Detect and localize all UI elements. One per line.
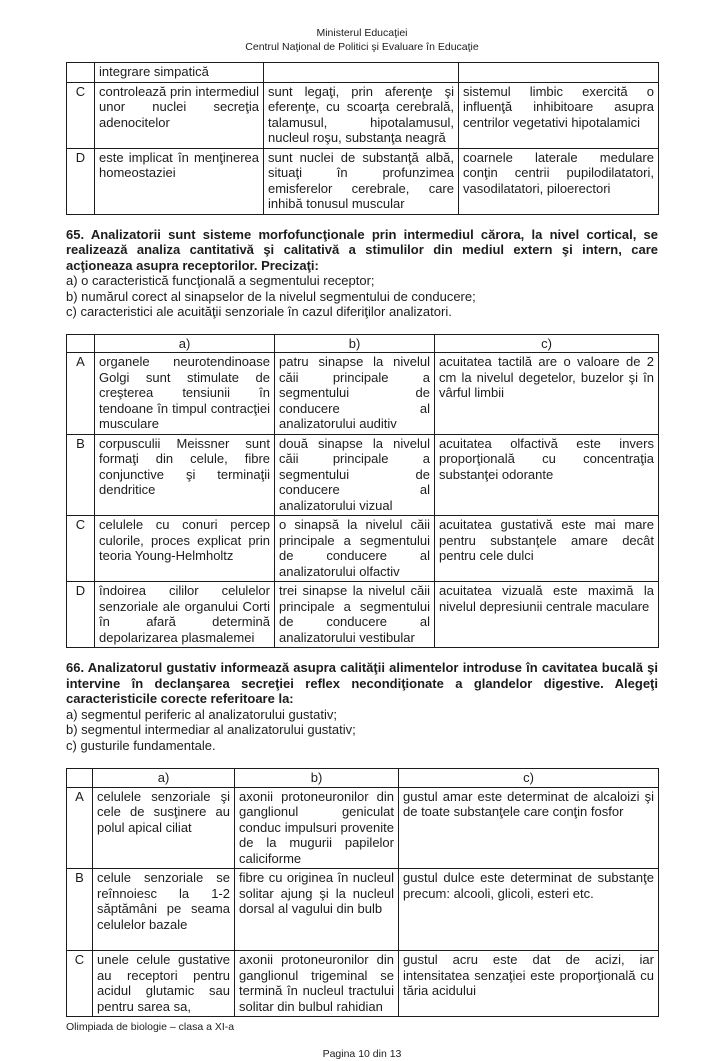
table-row [67,82,659,148]
table-row [67,148,659,214]
row-letter: D [67,582,95,648]
table-row [67,434,659,516]
question-66-item-b: b) segmentul intermediar al analizatorului gustativ; [66,722,356,737]
row-letter: C [67,516,95,582]
table-row [67,869,659,951]
cell-c: acuitatea vizuală este maximă la nivelul depresiunii centrale maculare [435,582,659,648]
question-65-items [66,273,658,320]
cell-a: celulele senzoriale şi cele de susţinere au polul apical ciliat [93,787,235,869]
cell-a: organele neurotendinoase Golgi sunt stimulate de creşterea tensiunii în tendoane în timpul contracţiei musculare [95,353,275,435]
question-66-items [66,707,658,754]
cell-c: acuitatea gustativă este mai mare pentru substanţele amare decât pentru cele dulci [435,516,659,582]
column-header-a: a) [95,334,275,353]
cell-c: gustul dulce este determinat de substanţe precum: alcooli, glicoli, esteri etc. [399,869,659,951]
cell-b: fibre cu originea în nucleul solitar ajung şi la nucleul dorsal al vagului din bulb [235,869,399,951]
cell-a: îndoirea cililor celulelor senzoriale ale organului Corti în afară determină depolarizarea plasmalemei [95,582,275,648]
row-letter: B [67,869,93,951]
question-66-item-c: c) gusturile fundamentale. [66,737,216,753]
cell-c: acuitatea olfactivă este invers proporţională cu concentraţia substanţei odorante [435,434,659,516]
footer-competition-label: Olimpiada de biologie – clasa a XI-a [66,1021,235,1033]
continuation-table [66,62,659,215]
corner-cell [67,769,93,788]
cell-a: este implicat în menţinerea homeostaziei [95,148,264,214]
column-header-b: b) [235,769,399,788]
cell-c [459,63,659,83]
cell-c: sistemul limbic exercită o influenţă inhibitoare asupra centrilor vegetativi hipotalamici [459,82,659,148]
cell-b: axonii protoneuronilor din ganglionul geniculat conduc impulsuri provenite de la mugurii papilelor caliciforme [235,787,399,869]
question-65-item-c: c) caracteristici ale acuităţii senzoriale în cazul diferiţilor analizatori. [66,304,452,319]
cell-b: sunt nuclei de substanţă albă, situaţi în profunzimea emisferelor cerebrale, care inhibă tonusul muscular [264,148,459,214]
cell-b: axonii protoneuronilor din ganglionul trigeminal se termină în nucleul tractului solitar din bulbul rahidian [235,951,399,1017]
table-row [67,353,659,435]
column-header-b: b) [275,334,435,353]
row-letter: A [67,787,93,869]
question-66-table [66,768,659,1017]
row-letter: A [67,353,95,435]
cell-b [264,63,459,83]
question-66-item-a: a) segmentul periferic al analizatorului gustativ; [66,706,337,722]
cell-a: integrare simpatică [95,63,264,83]
column-header-c: c) [399,769,659,788]
row-letter: C [67,951,93,1017]
cell-c: gustul amar este determinat de alcaloizi şi de toate substanţele care conţin fosfor [399,787,659,869]
cell-b: trei sinapse la nivelul căii principale a segmentului de conducere al analizatorului vestibular [275,582,435,648]
cell-a: unele celule gustative au receptori pentru acidul glutamic sau pentru sarea sa, [93,951,235,1017]
table-row [67,787,659,869]
question-65-item-b: b) numărul corect al sinapselor de la nivelul segmentului de conducere; [66,288,476,304]
column-header-c: c) [435,334,659,353]
table-row [67,63,659,83]
column-header-a: a) [93,769,235,788]
row-letter: B [67,434,95,516]
cell-c: coarnele laterale medulare conţin centrii pupilodilatatori, vasodilatatori, piloerectori [459,148,659,214]
cell-c: acuitatea tactilă are o valoare de 2 cm la nivelul degetelor, buzelor şi în vârful limbii [435,353,659,435]
row-letter: C [67,82,95,148]
table-row [67,951,659,1017]
row-letter [67,63,95,83]
question-65-stem: 65. Analizatorii sunt sisteme morfofuncţionale prin intermediul cărora, la nivel cortical, se realizează analiza cantitativă şi calitativă a stimulilor din mediul extern şi intern, care acţioneaza asupra receptorilor. Precizaţi: [66,226,658,273]
header-ministry: Ministerul Educaţiei [316,27,408,39]
cell-a: controlează prin intermediul unor nuclei secreţia adenocitelor [95,82,264,148]
footer-page-number: Pagina 10 din 13 [322,1048,402,1060]
cell-c: gustul acru este dat de acizi, iar intensitatea senzaţiei este proporţională cu tăria acidului [399,951,659,1017]
row-letter: D [67,148,95,214]
table-row [67,582,659,648]
cell-a: corpusculii Meissner sunt formaţi din celule, fibre conjunctive şi terminaţii dendritice [95,434,275,516]
corner-cell [67,334,95,353]
document-header [66,27,658,54]
cell-b: patru sinapse la nivelul căii principale a segmentului de conducere al analizatorului auditiv [275,353,435,435]
question-66-stem: 66. Analizatorul gustativ informează asupra calităţii alimentelor introduse în cavitatea bucală şi intervine în declanşarea secreţiei reflex necondiţionate a glandelor digestive. Alegeţi caracteristicile corecte referitoare la: [66,660,658,706]
cell-b: sunt legaţi, prin aferenţe şi eferenţe, cu scoarţa cerebrală, talamusul, hipotalamusul, nucleul roşu, substanţa neagră [264,82,459,148]
table-header-row [67,769,659,788]
question-65-item-a: a) o caracteristică funcţională a segmentului receptor; [66,273,375,288]
cell-a: celulele cu conuri percep culorile, proces explicat prin teoria Young-Helmholtz [95,516,275,582]
question-65-table [66,334,659,649]
table-header-row [67,334,659,353]
table-row [67,516,659,582]
header-center-name: Centrul Naţional de Politici şi Evaluare în Educaţie [245,40,479,53]
cell-a: celule senzoriale se reînnoiesc la 1-2 săptămâni pe seama celulelor bazale [93,869,235,951]
cell-b: o sinapsă la nivelul căii principale a segmentului de conducere al analizatorului olfactiv [275,516,435,582]
cell-b: două sinapse la nivelul căii principale a segmentului de conducere al analizatorului vizual [275,434,435,516]
